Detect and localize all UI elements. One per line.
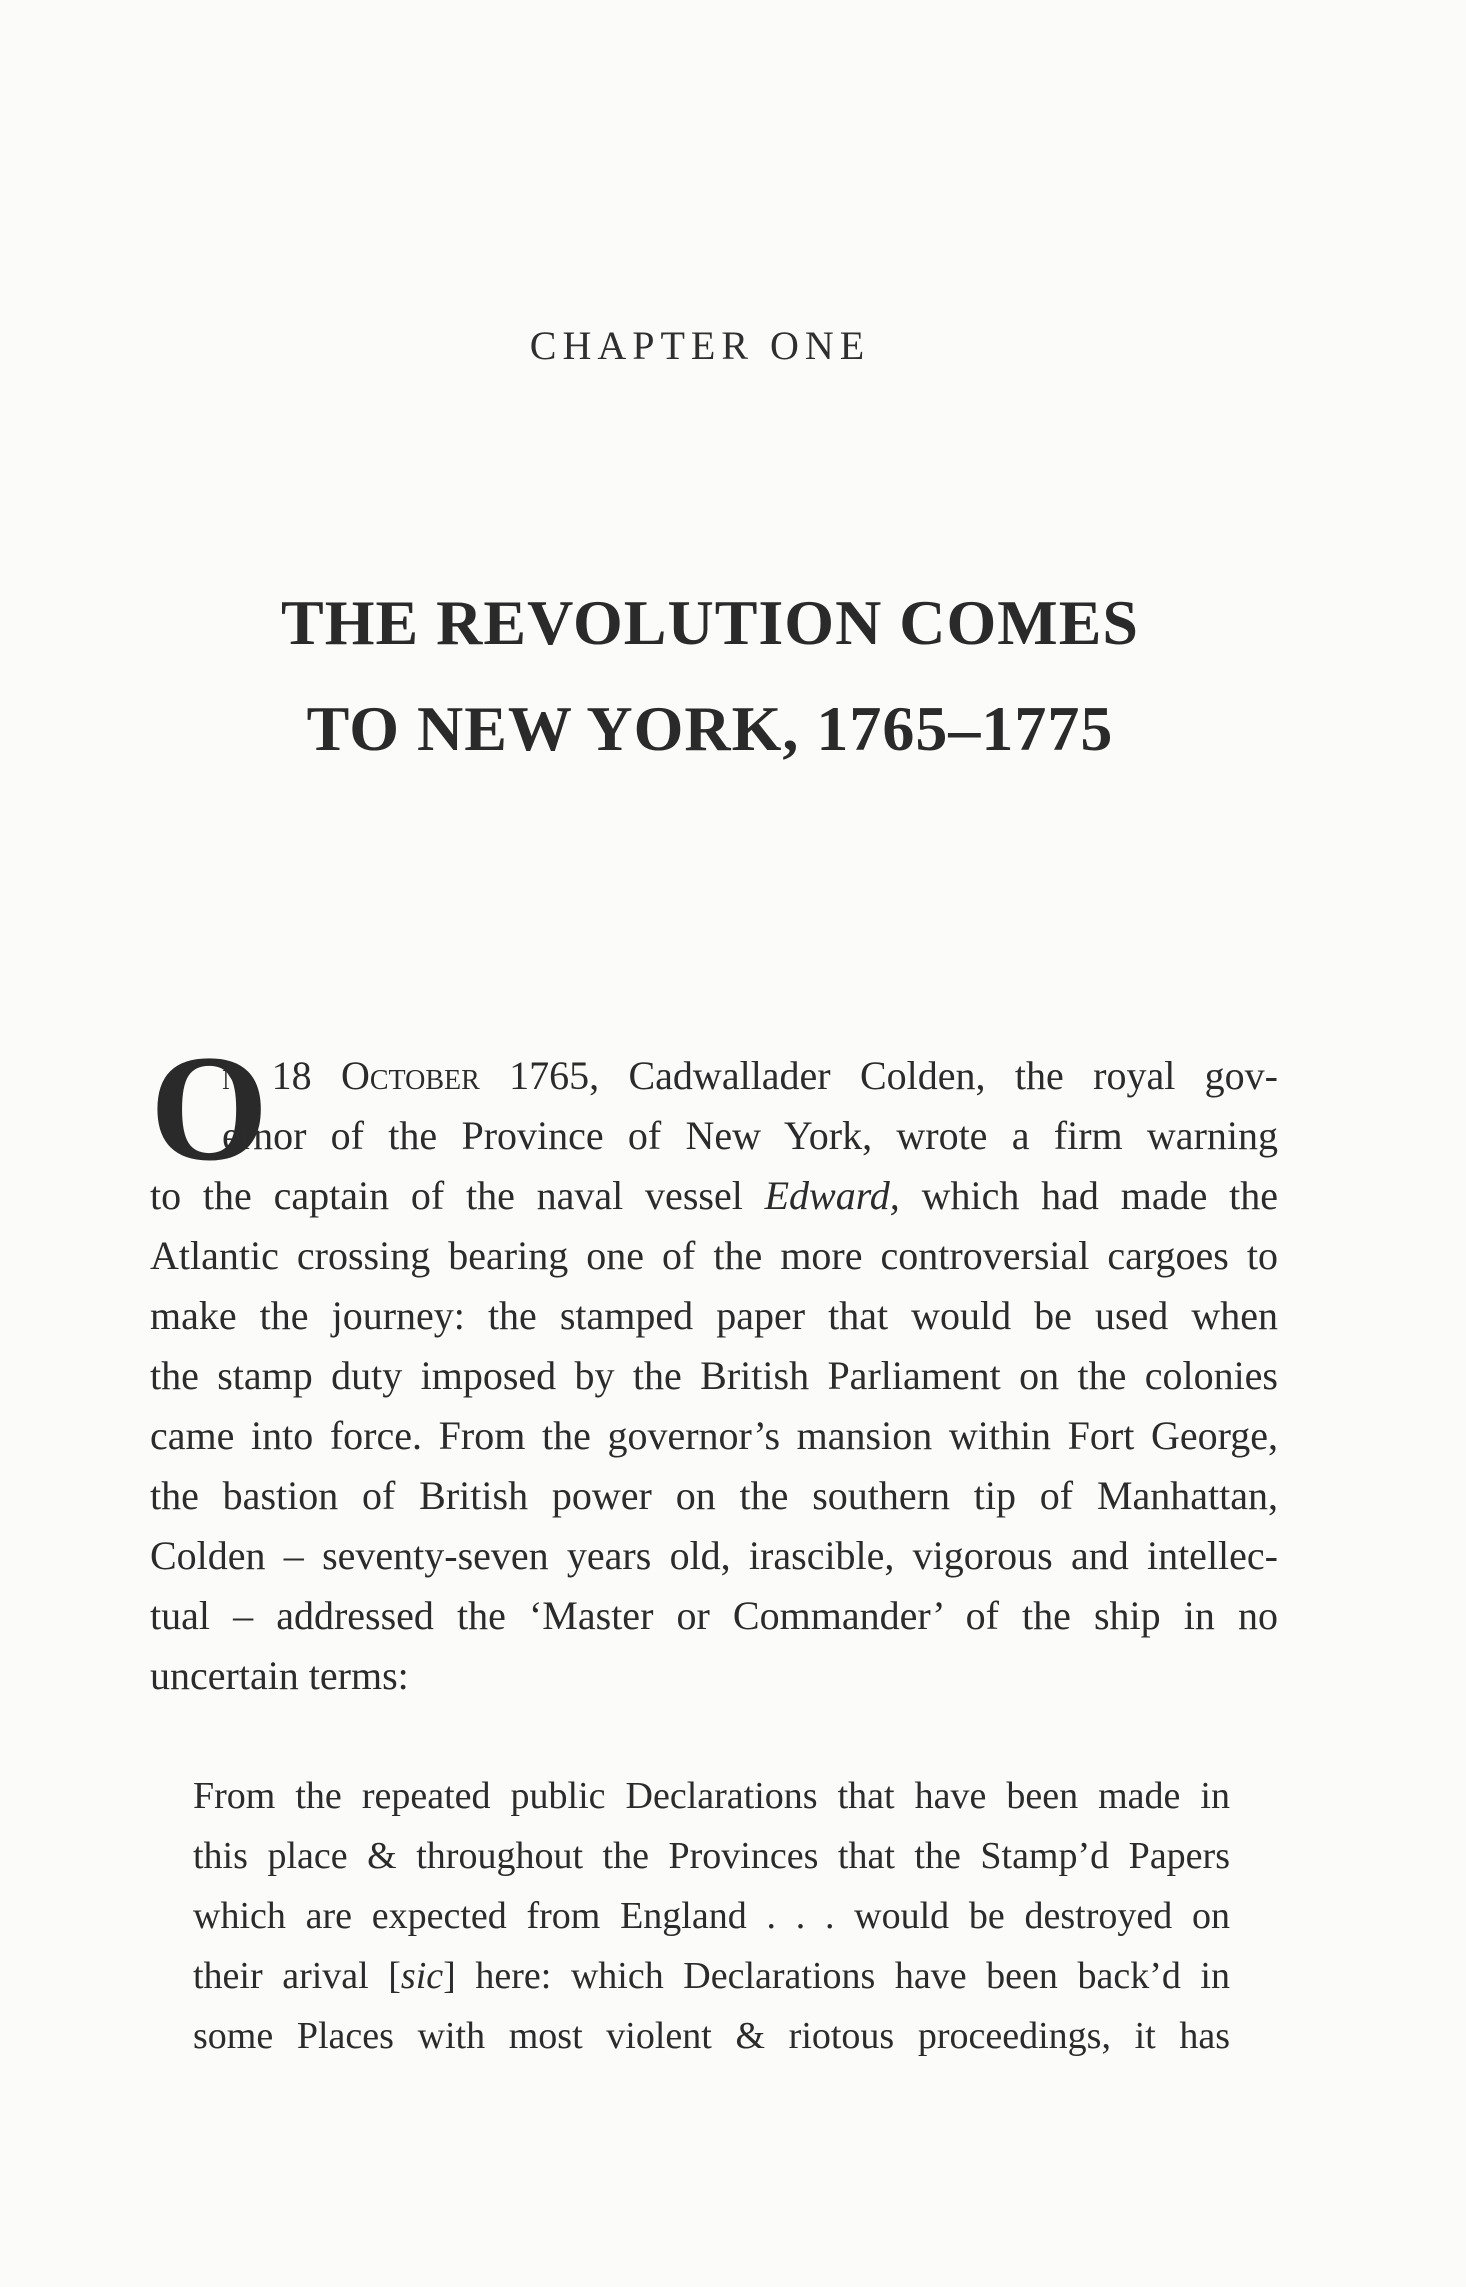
chapter-title — [0, 570, 1420, 782]
quote-line — [193, 1946, 1230, 2006]
drop-cap: O — [150, 1024, 269, 1192]
quote-line: From the repeated public Declarations that have been made in — [193, 1775, 1230, 1817]
body-line: tual – addressed the ‘Master or Commander’ of the ship in no — [150, 1593, 1278, 1638]
body-line: Atlantic crossing bearing one of the more controversial cargoes to — [150, 1233, 1278, 1278]
chapter-title-line-2: TO NEW YORK, 1765–1775 — [306, 693, 1114, 764]
quote-line: some Places with most violent & riotous proceedings, it has — [193, 2015, 1230, 2057]
body-line: uncertain terms: — [150, 1653, 409, 1698]
body-line: make the journey: the stamped paper that would be used when — [150, 1293, 1278, 1338]
body-line-text: which had made the — [899, 1173, 1278, 1218]
body-paragraph — [150, 1024, 1278, 1706]
body-line: the stamp duty imposed by the British Parliament on the colonies — [150, 1353, 1278, 1398]
body-line — [150, 1166, 1278, 1226]
chapter-label: CHAPTER ONE — [529, 323, 871, 368]
body-line-text: 1765, Cadwallader Colden, the royal gov- — [479, 1053, 1278, 1098]
quote-line-text: their arival [ — [193, 1955, 401, 1997]
sic-note: sic — [400, 1955, 444, 1997]
small-caps-date: n 18 October — [222, 1053, 480, 1098]
quote-line-text: ] here: which Declarations have been back’d in — [443, 1955, 1230, 1997]
ship-name: Edward, — [764, 1173, 900, 1218]
body-line: Colden – seventy-seven years old, irascible, vigorous and intellec- — [150, 1533, 1278, 1578]
chapter-title-line-1: THE REVOLUTION COMES — [281, 587, 1139, 658]
quote-line: which are expected from England . . . would be destroyed on — [193, 1895, 1230, 1937]
body-line: came into force. From the governor’s mansion within Fort George, — [150, 1413, 1278, 1458]
body-line: the bastion of British power on the southern tip of Manhattan, — [150, 1473, 1278, 1518]
quote-line: this place & throughout the Provinces that the Stamp’d Papers — [193, 1835, 1230, 1877]
body-line-text: to the captain of the naval vessel — [150, 1173, 765, 1218]
block-quote — [193, 1766, 1230, 2066]
body-line: ernor of the Province of New York, wrote a firm warning — [222, 1113, 1278, 1158]
body-line — [150, 1046, 1278, 1106]
